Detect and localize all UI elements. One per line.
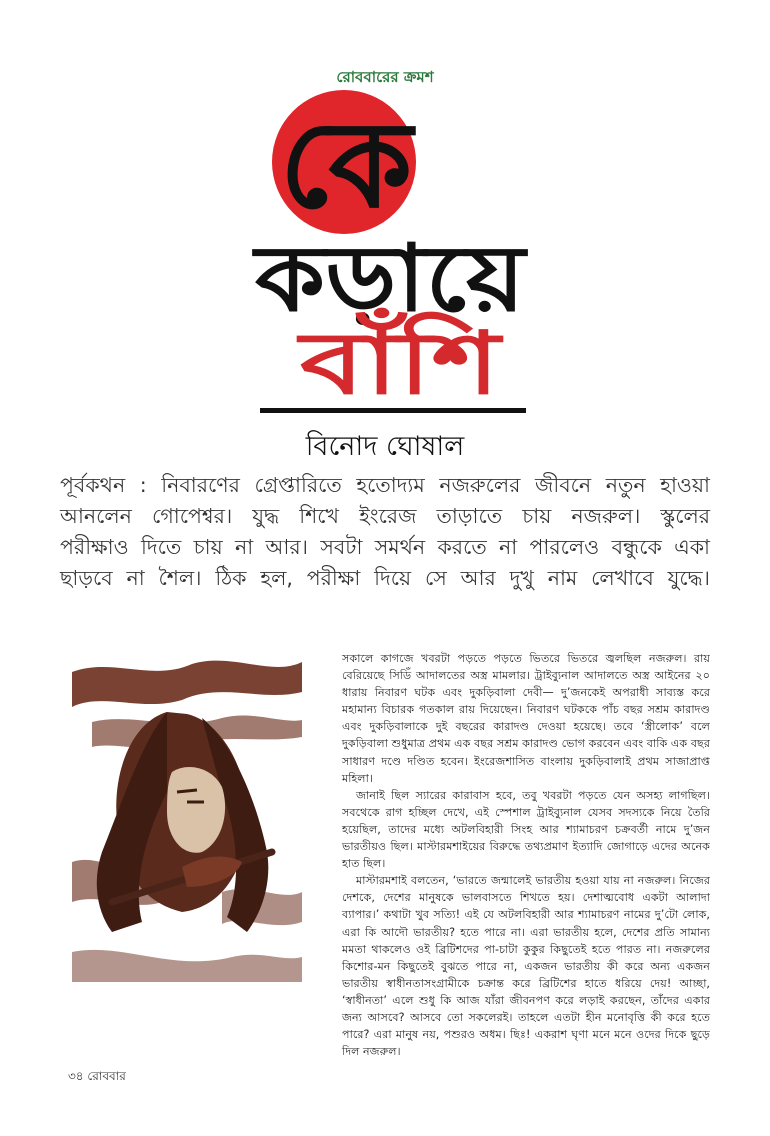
- section-kicker: রোববারের ক্রমশ: [336, 68, 434, 86]
- body-paragraph: সকালে কাগজে খবরটা পড়তে পড়তে ভিতরে ভিতরে জ্বলছিল নজরুল। রায় বেরিয়েছে সিডিঁ আদালতের অস্ত্র মামলার। ট্রাইব্যুনাল আদালতে অস্ত্র আইনের ২০ ধারায় নিবারণ ঘটক এবং দুকড়িবালা দেবী— দু’জনকেই অপরাধী সাব্যস্ত করে মহামান্য বিচারক গতকাল রায় দিয়েছেন। নিবারণ ঘটককে পাঁচ বছর সশ্রম কারাদণ্ড এবং দুকড়িবালাকে দুই বছরের কারাদণ্ড দেওয়া হয়েছে। তবে ‘স্ত্রীলোক’ বলে দুকড়িবালা শুধুমাত্র প্রথম এক বছর সশ্রম কারাদণ্ড ভোগ করবেন এবং বাকি এক বছর সাধারণ দণ্ডে দণ্ডিত হবেন। ইংরেজশাসিত বাংলায় দুকড়িবালাই প্রথম সাজাপ্রাপ্ত মহিলা।: [342, 652, 710, 785]
- summary-line: পূর্বকথন : নিবারণের গ্রেপ্তারিতে হতোদ্যম নজরুলের জীবনে নতুন হাওয়া: [60, 473, 710, 497]
- summary-line: আনলেন গোপেশ্বর। যুদ্ধ শিখে ইংরেজ তাড়াতে চায় নজরুল। স্কুলের: [60, 504, 710, 528]
- summary-line: ছাড়বে না শৈল। ঠিক হল, পরীক্ষা দিয়ে সে আর দুখু নাম লেখাবে যুদ্ধে।: [60, 566, 710, 590]
- title-word-1: কে: [279, 96, 413, 235]
- title-rule: [260, 408, 526, 413]
- body-paragraph: মাস্টারমশাই বলতেন, ‘ভারতে জন্মালেই ভারতীয় হওয়া যায় না নজরুল। নিজের দেশকে, দেশের মানুষকে ভালবাসতে শিখতে হয়। দেশাত্মবোধ একটা আলাদা ব্যাপার।’ কথাটা খুব সত্যি! এই যে অটলবিহারী আর শ্যামাচরণ নামের দু’টো লোক, এরা কি আদৌ ভারতীয়? হতে পারে না। এরা ভারতীয় হলে, দেশের প্রতি সামান্য মমতা থাকলেও ওই ব্রিটিশদের পা-চাটা কুকুর কিছুতেই হতে পারত না। নজরুলের কিশোর-মন কিছুতেই বুঝতে পারে না, একজন ভারতীয় কী করে অন্য একজন ভারতীয় স্বাধীনতাসংগ্রামীকে চক্রান্ত করে ব্রিটিশের হাতে ধরিয়ে দেয়! আচ্ছা, ‘স্বাধীনতা’ এলে শুধু কি আজ যাঁরা জীবনপণ করে লড়াই করছেন, তাঁদের একার জন্য আসবে? আসবে তো সকলেরই। তাহলে এতটা হীন মনোবৃত্তি কী করে হতে পারে? এরা মানুষ নয়, পশুরও অধম। ছিঃ! একরাশ ঘৃণা মনে মনে ওদের দিকে ছুড়ে দিল নজরুল।: [342, 874, 710, 1059]
- flute-player-illustration: [72, 652, 302, 982]
- summary-line: পরীক্ষাও দিতে চায় না আর। সবটা সমর্থন করতে না পারলেও বন্ধুকে একা: [60, 535, 710, 559]
- title-lettering: [240, 88, 540, 418]
- body-paragraph: জানাই ছিল স্যারের কারাবাস হবে, তবু খবরটা পড়তে যেন অসহ্য লাগছিল। সবথেকে রাগ হচ্ছিল দেখে, এই স্পেশাল ট্রাইব্যুনাল যেসব সদস্যকে নিয়ে তৈরি হয়েছিল, তাদের মধ্যে অটলবিহারী সিংহ আর শ্যামাচরণ চক্রবর্তী নামে দু’জন ভারতীয়ও ছিল। মাস্টারমশাইয়ের বিরুদ্ধে তথ্যপ্রমাণ ইত্যাদি জোগাড়ে এদের অনেক হাত ছিল।: [342, 788, 710, 871]
- summary-box: [60, 470, 710, 594]
- author-name: বিনোদ ঘোষাল: [305, 431, 465, 462]
- title-word-3: বাঁশি: [300, 314, 449, 414]
- page-folio: ৩৪ রোববার: [68, 1069, 126, 1083]
- article-body: [342, 650, 710, 1060]
- title-word-2: কড়ায়ে: [251, 225, 529, 332]
